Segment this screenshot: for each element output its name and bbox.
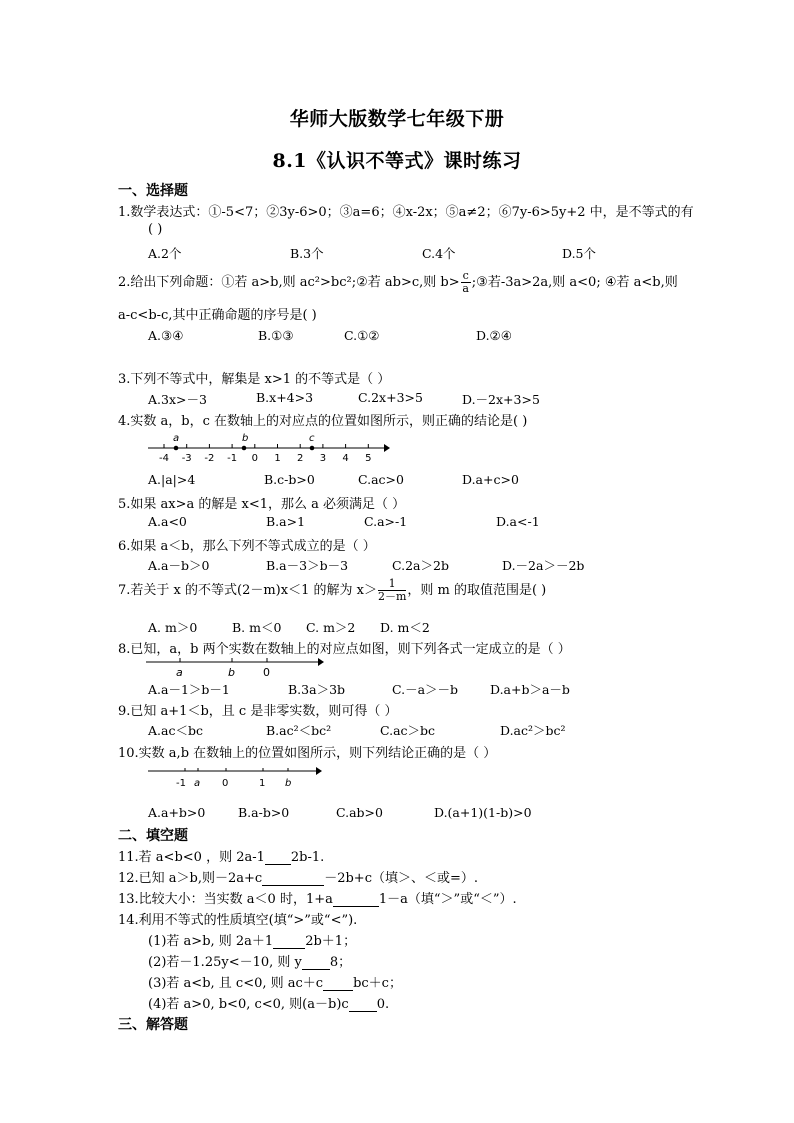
- q14-sub2-part2: 8；: [329, 955, 352, 970]
- q13-part1: 13.比较大小：当实数 a＜0 时，1+a: [118, 892, 333, 907]
- q3-stem: 3.下列不等式中，解集是 x>1 的不等式是（ ）: [118, 372, 391, 387]
- q4-tick-label: -4: [159, 453, 169, 464]
- q14-sub4-part2: 0.: [376, 997, 390, 1012]
- q4-tick-label: -1: [227, 453, 238, 464]
- q6-option-a: A.a－b＞0: [148, 558, 210, 573]
- q2-option-d: D.②④: [476, 328, 512, 343]
- q2-frac-den: a: [462, 282, 469, 295]
- q8-stem: 8.已知，a，b 两个实数在数轴上的对应点如图，则下列各式一定成立的是（ ）: [118, 642, 571, 657]
- q11-part1: 11.若 a<b<0 ，则 2a-1: [118, 850, 265, 865]
- q1-option-c: C.4个: [422, 246, 456, 261]
- q13-blank[interactable]: [333, 906, 379, 907]
- q14-sub2: [148, 951, 351, 970]
- page-subtitle: 8.1《认识不等式》课时练习: [272, 150, 522, 172]
- q3-option-c: C.2x+3>5: [358, 390, 423, 405]
- q7-stem-part1: 7.若关于 x 的不等式(2－m)x＜1 的解为 x＞: [118, 583, 377, 598]
- q4-number-line: [140, 428, 390, 468]
- q4-label-b: b: [242, 433, 249, 444]
- page-title: 华师大版数学七年级下册: [289, 108, 505, 130]
- q13-stem: [118, 888, 517, 907]
- q4-tick-label: 5: [365, 453, 372, 464]
- q7-option-c: C. m＞2: [306, 620, 356, 635]
- q14-sub4: [148, 993, 389, 1012]
- q3-option-a: A.3x>－3: [148, 392, 207, 407]
- q6-option-d: D.－2a＞－2b: [502, 558, 585, 573]
- q6-option-c: C.2a＞2b: [392, 558, 449, 573]
- q14-sub3-part2: bc＋c；: [353, 976, 402, 991]
- q4-tick-label: -2: [204, 453, 215, 464]
- q4-option-d: D.a+c>0: [462, 472, 519, 487]
- q14-sub4-blank[interactable]: [349, 1011, 377, 1012]
- q5-option-c: C.a>-1: [364, 514, 408, 529]
- q7-fraction: [378, 578, 406, 603]
- q10-stem: 10.实数 a,b 在数轴上的位置如图所示，则下列结论正确的是（ ）: [118, 746, 497, 761]
- q9-stem: 9.已知 a+1＜b，且 c 是非零实数，则可得（ ）: [118, 704, 398, 719]
- q4-point-b: [242, 446, 247, 451]
- q14-sub2-part1: (2)若－1.25y<－10, 则 y: [148, 955, 302, 970]
- q6-option-b: B.a－3＞b－3: [266, 558, 349, 573]
- q10-number-line: [140, 762, 325, 792]
- q1-stem: 1.数学表达式：①-5<7；②3y-6>0；③a=6；④x-2x；⑤a≠2；⑥7y-6>5y+2 中，是不等式的有: [118, 205, 694, 220]
- q10-label-neg1: -1: [176, 778, 186, 789]
- q7-stem-part2: ，则 m 的取值范围是( ): [407, 583, 547, 598]
- q2-stem-part1: 2.给出下列命题：①若 a>b,则 ac²>bc²;②若 ab>c,则 b>: [118, 275, 460, 290]
- q3-option-b: B.x+4>3: [256, 390, 314, 405]
- q5-stem: 5.如果 ax>a 的解是 x<1，那么 a 必须满足（ ）: [118, 497, 406, 512]
- q12-blank[interactable]: [262, 885, 324, 886]
- q12-stem: [118, 867, 478, 886]
- q4-stem: 4.实数 a，b，c 在数轴上的对应点的位置如图所示，则正确的结论是( ): [118, 414, 528, 429]
- q7-frac-num: 1: [378, 578, 406, 591]
- q4-label-c: c: [309, 433, 315, 444]
- q7-stem: [118, 578, 546, 603]
- q2-frac-num: c: [462, 269, 469, 282]
- section-solve: 三、解答题: [118, 1017, 188, 1033]
- q14-sub1: [148, 930, 356, 949]
- q8-number-line: [140, 654, 325, 680]
- q7-option-b: B. m＜0: [232, 620, 282, 635]
- q7-option-a: A. m＞0: [148, 620, 198, 635]
- q4-option-c: C.ac>0: [358, 472, 404, 487]
- q7-frac-den: 2－m: [377, 590, 407, 603]
- section-fill: 二、填空题: [118, 828, 188, 844]
- q10-label-a: a: [194, 778, 201, 789]
- q6-stem: 6.如果 a＜b，那么下列不等式成立的是（ ）: [118, 539, 376, 554]
- q2-stem-part2: ;③若-3a>2a,则 a<0; ④若 a<b,则: [471, 275, 678, 290]
- q1-option-d: D.5个: [562, 246, 597, 261]
- q2-stem-line2: a-c<b-c,其中正确命题的序号是( ): [118, 308, 317, 323]
- q8-option-b: B.3a＞3b: [288, 682, 346, 697]
- q4-point-c: [310, 446, 315, 451]
- q10-label-b: b: [285, 778, 292, 789]
- q11-blank[interactable]: [265, 864, 291, 865]
- q12-part1: 12.已知 a＞b,则－2a+c: [118, 871, 263, 886]
- q8-label-b: b: [228, 666, 235, 679]
- q8-label-a: a: [176, 666, 183, 679]
- q3-option-d: D.－2x+3>5: [462, 392, 540, 407]
- q10-option-a: A.a+b>0: [148, 805, 206, 820]
- q8-option-d: D.a+b＞a－b: [490, 682, 570, 697]
- q2-option-a: A.③④: [148, 328, 184, 343]
- q9-option-a: A.ac＜bc: [148, 723, 203, 738]
- q8-option-a: A.a－1＞b－1: [148, 682, 230, 697]
- q10-option-c: C.ab>0: [336, 805, 383, 820]
- q2-stem: [118, 270, 678, 295]
- q1-option-a: A.2个: [148, 246, 182, 261]
- q12-part2: －2b+c（填＞、＜或=）.: [324, 871, 479, 886]
- q4-tick-label: 1: [274, 453, 281, 464]
- q4-tick-label: 0: [251, 453, 258, 464]
- q4-tick-label: 3: [319, 453, 327, 464]
- section-choice: 一、选择题: [118, 183, 188, 199]
- q7-option-d: D. m＜2: [380, 620, 430, 635]
- q10-option-d: D.(a+1)(1-b)>0: [434, 805, 532, 820]
- q14-sub1-part1: (1)若 a>b, 则 2a＋1: [148, 934, 274, 949]
- q4-tick-label: -3: [181, 453, 192, 464]
- q1-option-b: B.3个: [290, 246, 324, 261]
- q14-sub4-part1: (4)若 a>0, b<0, c<0, 则(a－b)c: [148, 997, 349, 1012]
- q4-tick-label: 4: [342, 453, 349, 464]
- q8-option-c: C.－a＞－b: [392, 682, 459, 697]
- q9-option-d: D.ac²＞bc²: [500, 723, 566, 738]
- q11-part2: 2b-1.: [290, 850, 325, 865]
- q14-sub1-part2: 2b＋1；: [305, 934, 357, 949]
- q5-option-b: B.a>1: [266, 514, 306, 529]
- q9-option-b: B.ac²＜bc²: [266, 723, 332, 738]
- q2-option-c: C.①②: [344, 328, 380, 343]
- q11-stem: [118, 846, 324, 865]
- q2-fraction: [461, 270, 471, 295]
- q5-option-d: D.a<-1: [496, 514, 540, 529]
- q10-option-b: B.a-b>0: [238, 805, 290, 820]
- q14-sub1-blank[interactable]: [273, 948, 305, 949]
- q4-option-a: A.|a|>4: [148, 472, 196, 487]
- q10-label-zero: 0: [222, 778, 229, 789]
- q14-sub2-blank[interactable]: [302, 969, 330, 970]
- q10-label-one: 1: [259, 778, 266, 789]
- q4-label-a: a: [173, 433, 180, 444]
- q9-option-c: C.ac＞bc: [380, 723, 436, 738]
- q5-option-a: A.a<0: [148, 514, 187, 529]
- q4-option-b: B.c-b>0: [264, 472, 315, 487]
- q14-sub3-blank[interactable]: [323, 990, 353, 991]
- q4-tick-label: 2: [297, 453, 304, 464]
- q14-stem: 14.利用不等式的性质填空(填“>”或“<”).: [118, 913, 358, 928]
- q13-part2: 1－a（填“＞”或“＜”）.: [378, 892, 517, 907]
- q1-answer-paren: ( ): [148, 222, 163, 237]
- q8-label-zero: 0: [263, 666, 270, 679]
- q2-option-b: B.①③: [258, 328, 294, 343]
- q4-point-a: [174, 446, 179, 451]
- q14-sub3-part1: (3)若 a<b, 且 c<0, 则 ac＋c: [148, 976, 324, 991]
- q14-sub3: [148, 972, 402, 991]
